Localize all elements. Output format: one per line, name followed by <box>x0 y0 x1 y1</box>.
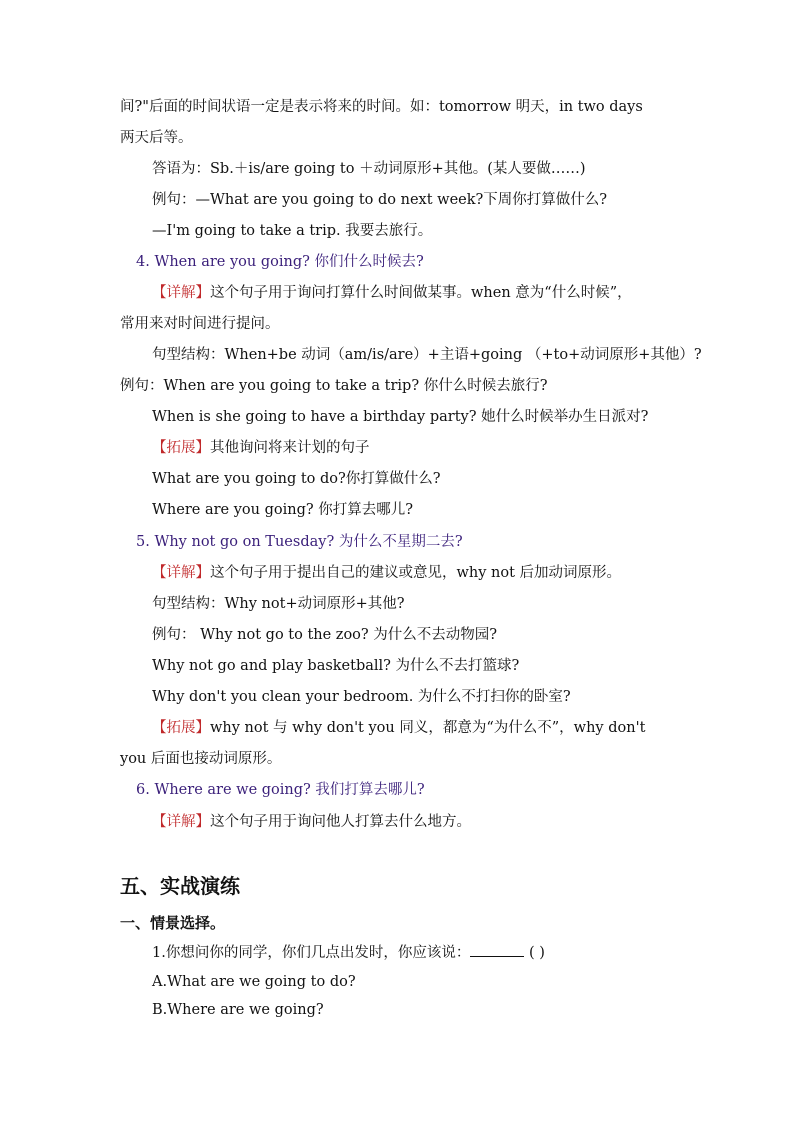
text-line <box>152 407 648 427</box>
text-segment: 例句：When are you going to take a trip? 你什么时候去旅行? <box>120 378 548 394</box>
section-title: 五、实战演练 <box>120 874 240 898</box>
text-segment: Where are you going? 你打算去哪儿? <box>152 502 414 518</box>
answer-blank[interactable] <box>470 942 524 957</box>
text-line <box>136 532 463 552</box>
text-segment: 句型结构：When+be 动词（am/is/are）+主语+going （+to+动词原形+其他）? <box>152 347 702 363</box>
text-line <box>152 469 441 489</box>
text-line <box>120 749 281 769</box>
text-line <box>152 500 413 520</box>
text-segment: 这个句子用于询问打算什么时间做某事。when 意为“什么时候”， <box>210 285 632 301</box>
option-a: A.What are we going to do? <box>152 974 356 990</box>
text-segment: 6. Where are we going? 我们打算去哪儿? <box>136 782 425 798</box>
text-segment: —I'm going to take a trip. 我要去旅行。 <box>152 223 433 239</box>
text-segment: When is she going to have a birthday party? 她什么时候举办生日派对? <box>152 409 649 425</box>
text-segment: Why don't you clean your bedroom. 为什么不打扫你的卧室? <box>152 689 571 705</box>
text-segment: 4. When are you going? 你们什么时候去? <box>136 254 424 270</box>
text-line <box>152 283 632 303</box>
text-line <box>120 376 548 396</box>
text-line <box>152 812 471 832</box>
text-line <box>120 128 193 148</box>
text-segment: 例句：—What are you going to do next week?下周你打算做什么? <box>152 192 608 208</box>
text-line <box>152 221 432 241</box>
option-b: B.Where are we going? <box>152 1002 324 1018</box>
text-segment: 答语为：Sb.＋is/are going to ＋动词原形+其他。(某人要做……) <box>152 161 586 177</box>
text-line <box>152 438 370 458</box>
text-segment: 常用来对时间进行提问。 <box>120 316 280 332</box>
text-line <box>152 563 621 583</box>
text-segment: 这个句子用于提出自己的建议或意见，why not 后加动词原形。 <box>210 565 622 581</box>
text-segment: What are you going to do?你打算做什么? <box>152 471 441 487</box>
text-line <box>136 780 425 800</box>
text-line <box>152 656 519 676</box>
text-line <box>152 718 645 738</box>
bracket-label: 【拓展】 <box>152 720 210 736</box>
question-prompt: 1.你想问你的同学，你们几点出发时，你应该说： <box>152 945 471 961</box>
text-line <box>152 687 571 707</box>
text-line <box>152 625 497 645</box>
text-segment: why not 与 why don't you 同义，都意为“为什么不”，why don't <box>210 720 646 736</box>
text-segment: 两天后等。 <box>120 130 193 146</box>
bracket-label: 【详解】 <box>152 565 210 581</box>
bracket-label: 【详解】 <box>152 814 210 830</box>
text-segment: 间?"后面的时间状语一定是表示将来的时间。如：tomorrow 明天，in two days <box>120 99 643 115</box>
text-line <box>152 345 702 365</box>
bracket-label: 【拓展】 <box>152 440 210 456</box>
text-line <box>120 97 643 117</box>
text-line <box>152 594 405 614</box>
answer-paren: ( ) <box>528 945 545 961</box>
text-line <box>152 159 586 179</box>
text-segment: 5. Why not go on Tuesday? 为什么不星期二去? <box>136 534 463 550</box>
text-segment: 句型结构：Why not+动词原形+其他? <box>152 596 405 612</box>
text-segment: 这个句子用于询问他人打算去什么地方。 <box>210 814 471 830</box>
text-line <box>136 252 424 272</box>
text-line <box>152 190 607 210</box>
question-1 <box>152 942 545 963</box>
text-segment: Why not go and play basketball? 为什么不去打篮球? <box>152 658 520 674</box>
text-line <box>120 314 280 334</box>
text-segment: you 后面也接动词原形。 <box>120 751 282 767</box>
text-segment: 其他询问将来计划的句子 <box>210 440 370 456</box>
bracket-label: 【详解】 <box>152 285 210 301</box>
text-segment: 例句： Why not go to the zoo? 为什么不去动物园? <box>152 627 498 643</box>
subsection-title: 一、情景选择。 <box>120 914 226 932</box>
